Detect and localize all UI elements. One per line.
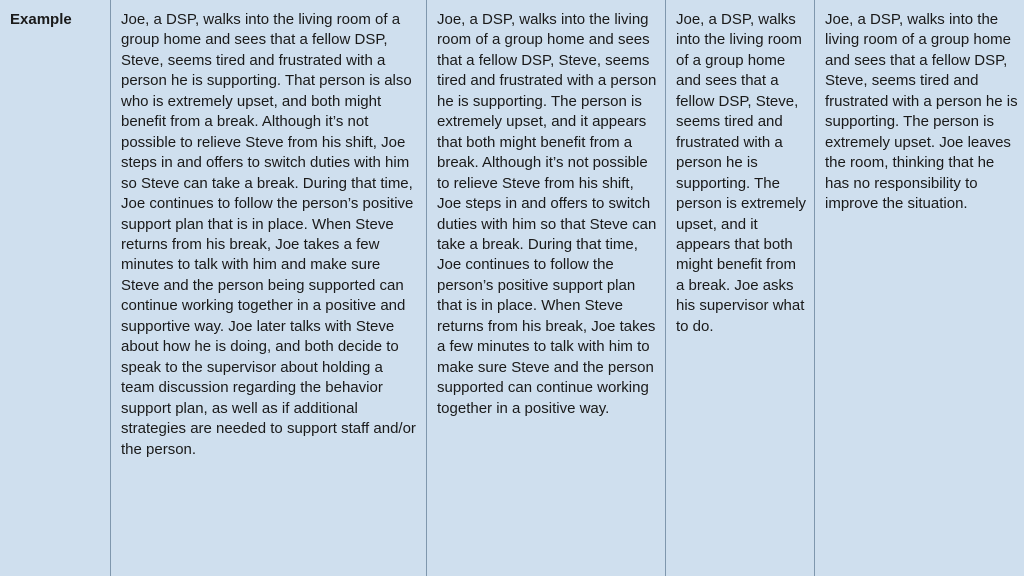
table-header-cell — [0, 0, 111, 576]
example-label: Example — [10, 11, 72, 28]
column-divider — [665, 0, 666, 576]
example-cell-1: Joe, a DSP, walks into the living room of a group home and sees that a fellow DSP, Steve, seems tired and frustrated with a person he is supporting. That person is also who is extremely upset, and both might benefit from a break. Although it’s not possible to relieve Steve from his shift, Joe steps in and offers to switch duties with him so Steve can take a break. During that time, Joe continues to follow the person’s positive support plan that is in place. When Steve returns from his break, Joe takes a few minutes to talk with him and make sure Steve and the person being supported can continue working together in a positive and supportive way. Joe later talks with Steve about how he is doing, and both decide to speak to the supervisor about holding a team discussion regarding the behavior support plan, as well as if additional strategies are needed to support staff and/or the person. — [111, 0, 427, 576]
column-divider — [110, 0, 111, 576]
column-divider — [426, 0, 427, 576]
column-divider — [814, 0, 815, 576]
example-cell-4: Joe, a DSP, walks into the living room of a group home and sees that a fellow DSP, Steve, seems tired and frustrated with a person he is supporting. The person is extremely upset. Joe leaves the room, thinking that he has no responsibility to improve the situation. — [815, 0, 1024, 576]
example-cell-3: Joe, a DSP, walks into the living room of a group home and sees that a fellow DSP, Steve, seems tired and frustrated with a person he is supporting. The person is extremely upset, and it appears that both might benefit from a break. Joe asks his supervisor what to do. — [666, 0, 815, 576]
example-cell-2: Joe, a DSP, walks into the living room of a group home and sees that a fellow DSP, Steve, seems tired and frustrated with a person he is supporting. The person is extremely upset, and it appears that both might benefit from a break. Although it’s not possible to relieve Steve from his shift, Joe steps in and offers to switch duties with him so that Steve can take a break. During that time, Joe continues to follow the person’s positive support plan that is in place. When Steve returns from his break, Joe takes a few minutes to talk with him to make sure Steve and the person supported can continue working together in a positive way. — [427, 0, 666, 576]
